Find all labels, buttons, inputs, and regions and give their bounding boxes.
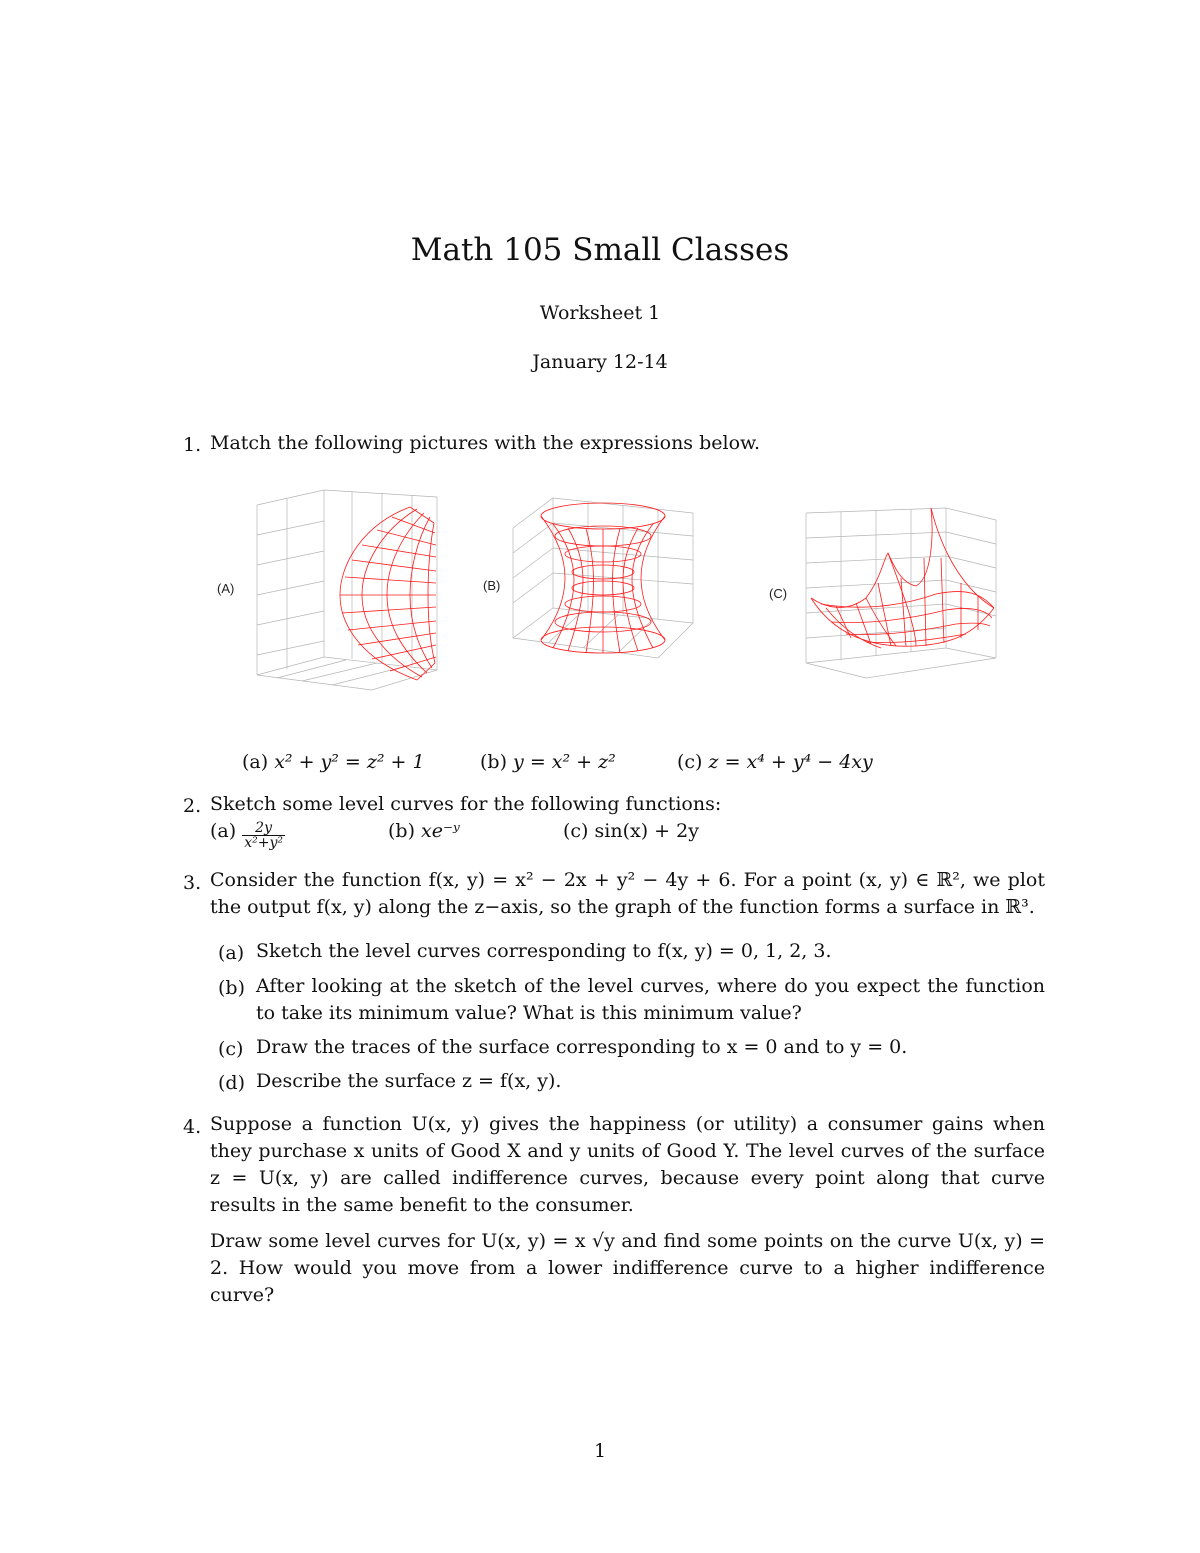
worksheet-number: Worksheet 1 (539, 302, 661, 324)
q3-part-d-label: (d) (218, 1072, 245, 1094)
figure-a-label: (A) (217, 581, 235, 596)
figure-c-label: (C) (769, 586, 788, 601)
q1-option-a-expr: x² + y² = z² + 1 (274, 751, 425, 773)
figure-b-label: (B) (483, 578, 501, 593)
q1-option-a-label: (a) (242, 751, 269, 773)
q2-part-c-label: (c) (563, 820, 589, 842)
q4-number: 4. (183, 1116, 202, 1138)
q2-text: Sketch some level curves for the following functions: (210, 793, 722, 815)
q2-part-b-expr: xe⁻ʸ (421, 820, 460, 842)
q2-part-a-label: (a) (210, 820, 237, 842)
q3-part-c-label: (c) (218, 1038, 244, 1060)
q2-part-a-numerator: 2y (242, 821, 285, 836)
q2-part-b (388, 818, 460, 845)
q1-number: 1. (183, 434, 202, 456)
figure-a-mesh (340, 507, 436, 680)
figure-b-mesh (541, 503, 665, 653)
figure-b (478, 488, 728, 668)
q3-part-a-label: (a) (218, 942, 245, 964)
q1-option-c (677, 749, 873, 776)
q3-intro: Consider the function f(x, y) = x² − 2x + y² − 4y + 6. For a point (x, y) ∈ ℝ², we plot the output f(x, y) along the z−axis, so the graph of the function forms a surface in ℝ³. (210, 869, 1045, 918)
page-title: Math 105 Small Classes (410, 232, 790, 268)
q3-part-a-text: Sketch the level curves corresponding to f(x, y) = 0, 1, 2, 3. (256, 940, 832, 962)
q1-option-b-label: (b) (480, 751, 507, 773)
q2-part-a-denominator: x²+y² (244, 835, 283, 851)
q1-option-c-expr: z = x⁴ + y⁴ − 4xy (708, 751, 873, 773)
q3-part-b-label: (b) (218, 977, 245, 999)
q3-part-b-text: After looking at the sketch of the level curves, where do you expect the function to take its minimum value? What is this minimum value? (256, 975, 1045, 1024)
figure-c-box (806, 508, 996, 678)
q1-text: Match the following pictures with the expressions below. (210, 432, 761, 454)
q1-option-b (480, 749, 616, 776)
q3-part-c-text: Draw the traces of the surface corresponding to x = 0 and to y = 0. (256, 1036, 908, 1058)
q1-option-c-label: (c) (677, 751, 703, 773)
q4-text: Suppose a function U(x, y) gives the happiness (or utility) a consumer gains when they purchase x units of Good X and y units of Good Y. The level curves of the surface z = U(x, y) are called indifference curves, because every point along that curve results in the same benefit to the consumer. (210, 1113, 1045, 1216)
worksheet-dates: January 12-14 (532, 351, 668, 373)
q1-option-b-expr: y = x² + z² (513, 751, 616, 773)
figure-a (212, 485, 462, 695)
q4-task: Draw some level curves for U(x, y) = x √y and find some points on the curve U(x, y) = 2. How would you move from a lower indifference curve to a higher indifference curve? (210, 1230, 1045, 1306)
q2-part-c (563, 818, 699, 845)
q1-option-a (242, 749, 425, 776)
q2-part-c-expr: sin(x) + 2y (594, 820, 699, 842)
q2-part-a-fraction (242, 821, 285, 850)
figure-c-mesh (811, 508, 994, 648)
q3-number: 3. (183, 872, 202, 894)
page-number: 1 (593, 1440, 607, 1462)
figure-c (766, 498, 1006, 688)
q2-part-a (210, 818, 285, 850)
q2-part-b-label: (b) (388, 820, 415, 842)
q2-number: 2. (183, 795, 202, 817)
q3-part-d-text: Describe the surface z = f(x, y). (256, 1070, 562, 1092)
